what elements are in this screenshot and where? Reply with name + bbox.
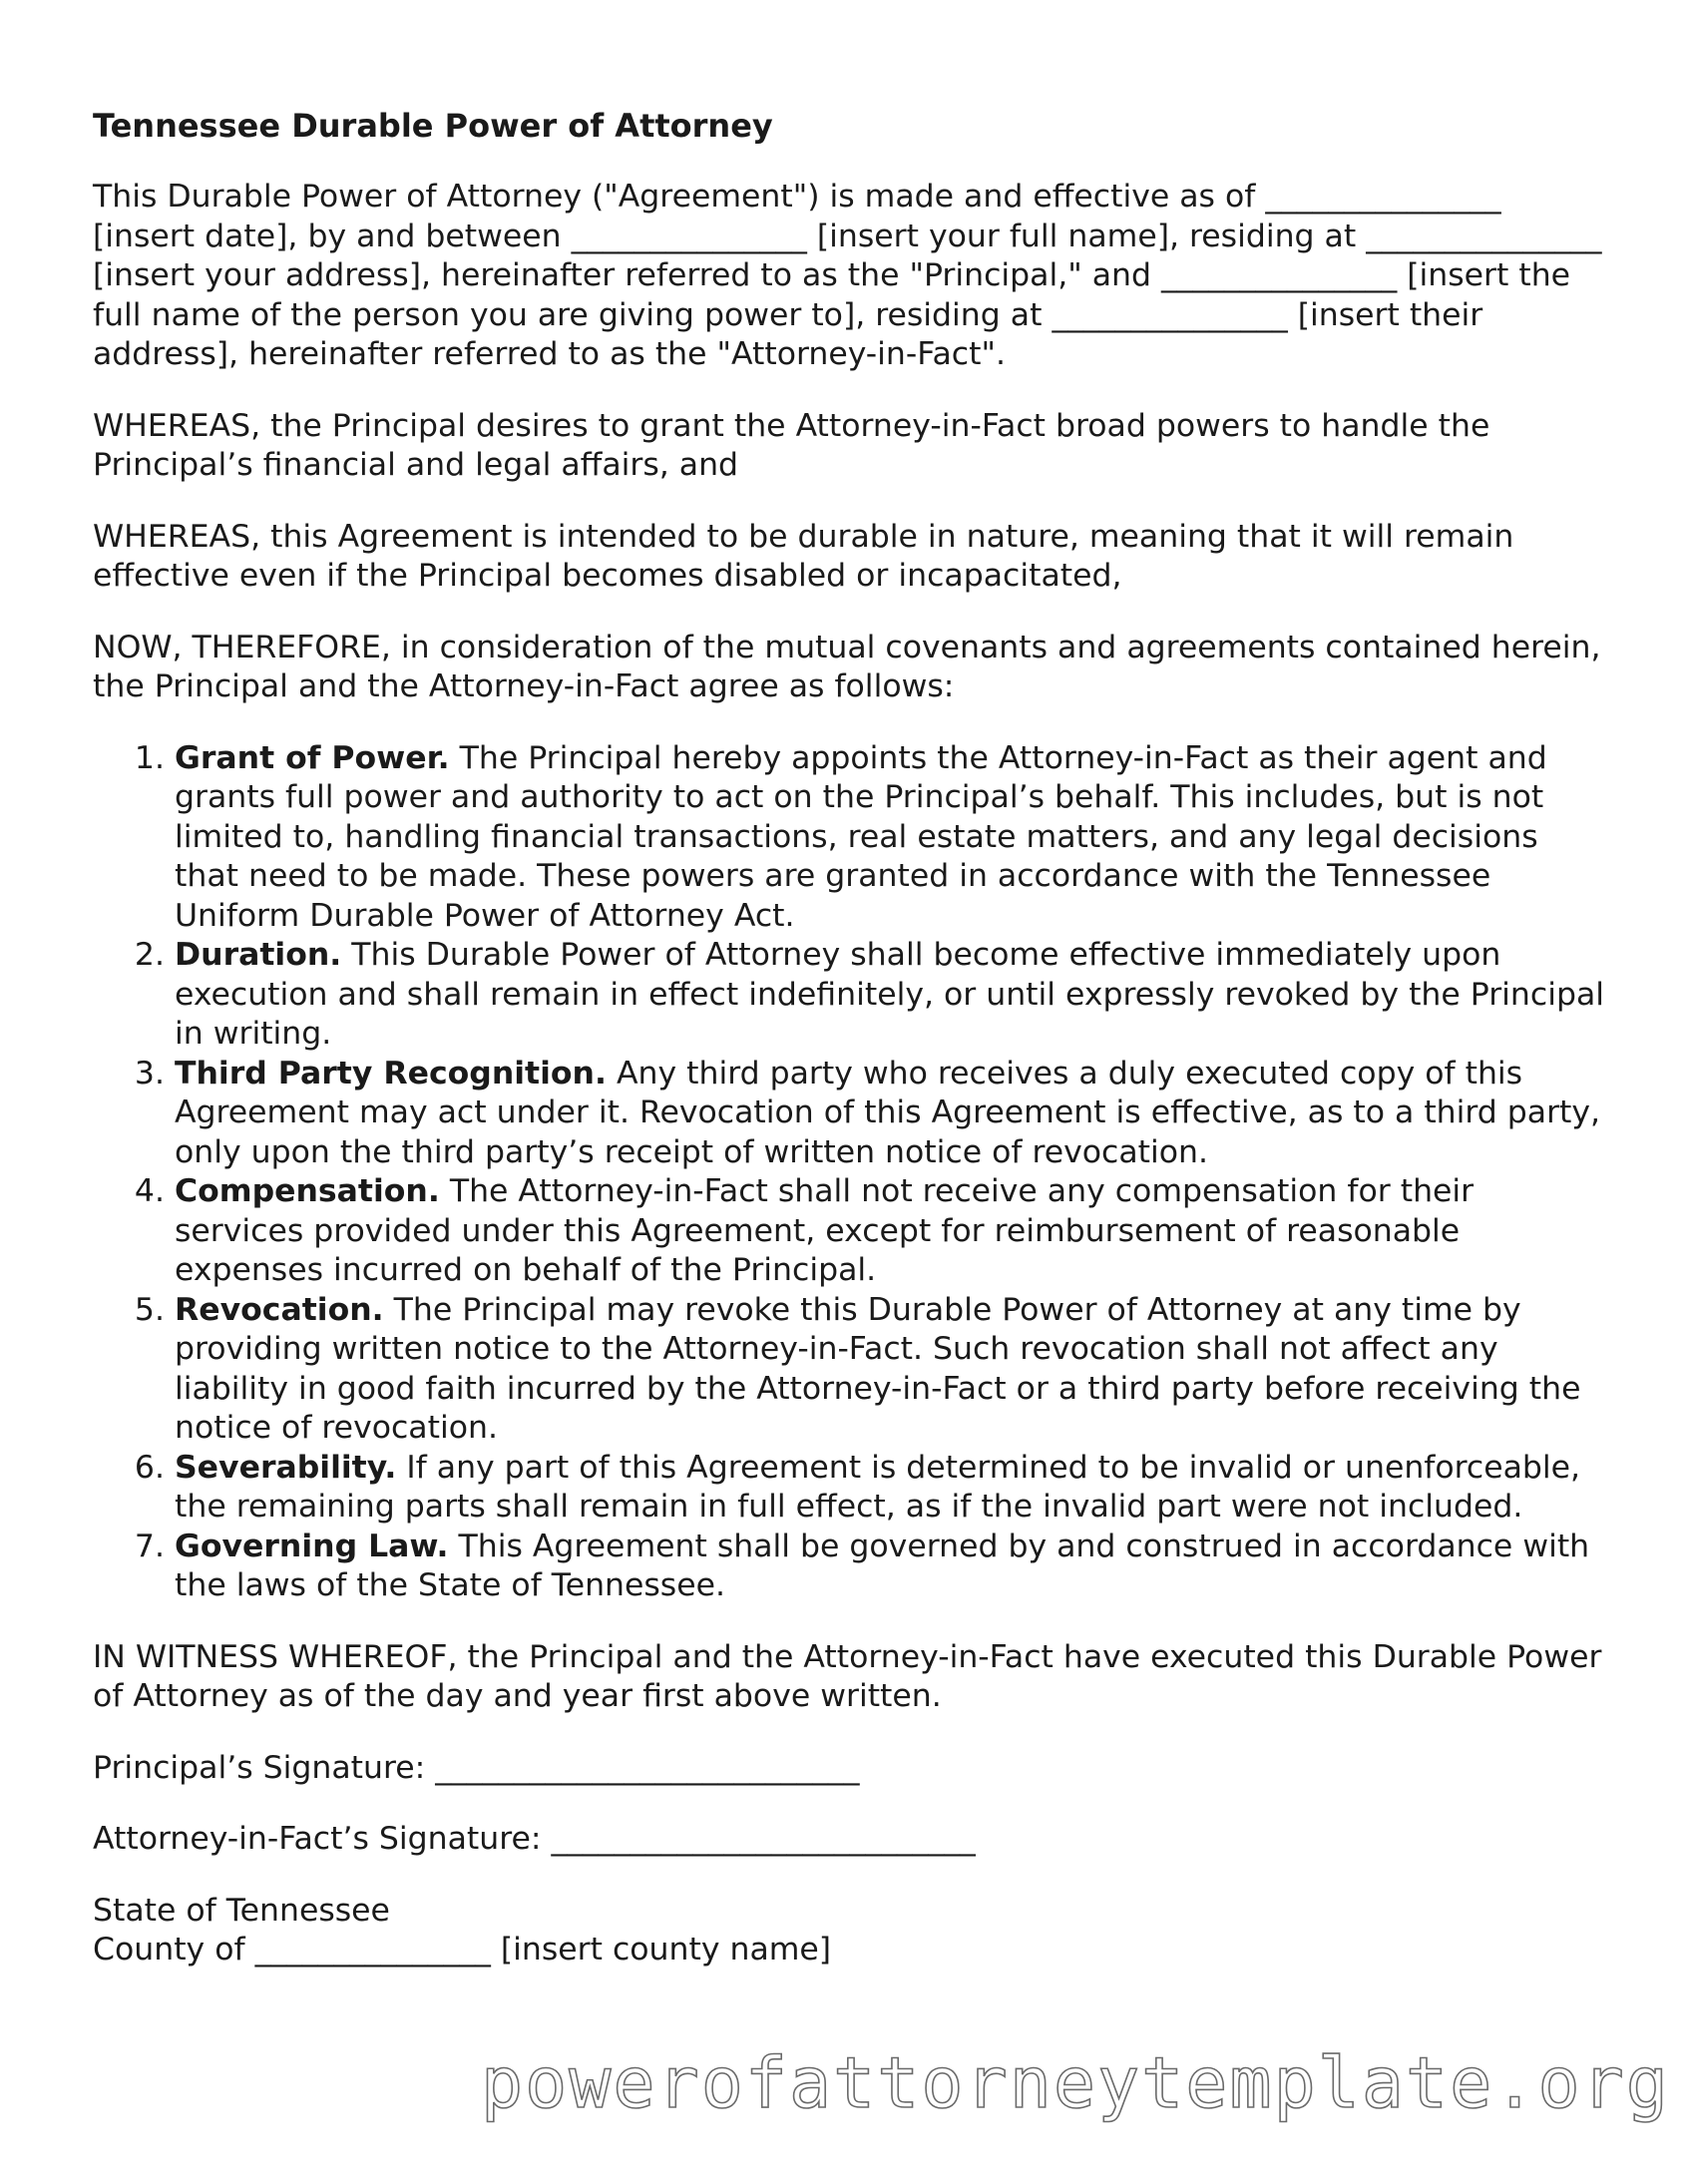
clause-term: Severability. — [175, 1449, 397, 1486]
clause-text: The Principal hereby appoints the Attorney-in-Fact as their agent and grants full power and authority to act on the Principal’s behalf. This includes, but is not limited to, handling financial transactions, real estate matters, and any legal decisions that need to be made. These powers are granted in accordance with the Tennessee Uniform Durable Power of Attorney Act. — [175, 739, 1547, 934]
clause-text: If any part of this Agreement is determined to be invalid or unenforceable, the remaining parts shall remain in full effect, as if the invalid part were not included. — [175, 1449, 1581, 1525]
clause-governing-law — [175, 1528, 1609, 1606]
clauses-list — [93, 739, 1609, 1606]
clause-term: Revocation. — [175, 1291, 384, 1328]
county-line: County of _______________ [insert county name] — [93, 1932, 832, 1967]
now-therefore-paragraph: NOW, THEREFORE, in consideration of the mutual covenants and agreements contained herein, the Principal and the Attorney-in-Fact agree as follows: — [93, 629, 1601, 704]
clause-compensation — [175, 1172, 1609, 1291]
website-watermark: powerofattorneytemplate.org — [481, 2042, 1670, 2124]
clause-duration — [175, 936, 1609, 1055]
state-line: State of Tennessee — [93, 1892, 390, 1929]
document-title: Tennessee Durable Power of Attorney — [93, 107, 773, 145]
clause-term: Duration. — [175, 937, 342, 973]
clause-term: Compensation. — [175, 1173, 440, 1209]
document-page — [93, 106, 1609, 1970]
witness-paragraph: IN WITNESS WHEREOF, the Principal and the Attorney-in-Fact have executed this Durable Power of Attorney as of the day and year first above written. — [93, 1638, 1602, 1714]
clause-text: Any third party who receives a duly executed copy of this Agreement may act under it. Revocation of this Agreement is effective, as to a third party, only upon the third party’s receipt of written notice of revocation. — [175, 1055, 1601, 1170]
clause-text: This Durable Power of Attorney shall become effective immediately upon execution and shall remain in effect indefinitely, or until expressly revoked by the Principal in writing. — [175, 937, 1605, 1052]
clause-grant-of-power — [175, 739, 1609, 937]
notary-venue — [93, 1892, 1609, 1970]
clause-term: Grant of Power. — [175, 739, 450, 776]
principal-signature-line: Principal’s Signature: ___________________________ — [93, 1749, 860, 1786]
clause-severability — [175, 1449, 1609, 1528]
whereas-paragraph-1: WHEREAS, the Principal desires to grant the Attorney-in-Fact broad powers to handle the Principal’s financial and legal affairs, and — [93, 407, 1490, 483]
clause-revocation — [175, 1291, 1609, 1449]
clause-term: Governing Law. — [175, 1528, 449, 1564]
clause-text: The Attorney-in-Fact shall not receive any compensation for their services provided under this Agreement, except for reimbursement of reasonable expenses incurred on behalf of the Principal. — [175, 1173, 1475, 1288]
attorney-signature-line: Attorney-in-Fact’s Signature: ___________________________ — [93, 1821, 976, 1857]
clause-text: The Principal may revoke this Durable Power of Attorney at any time by providing written notice to the Attorney-in-Fact. Such revocation shall not affect any liability in good faith incurred by the Attorney-in-Fact or a third party before receiving the notice of revocation. — [175, 1291, 1581, 1446]
clause-term: Third Party Recognition. — [175, 1055, 607, 1092]
intro-paragraph: This Durable Power of Attorney ("Agreement") is made and effective as of _______________ [insert date], by and between _______________ [insert your full name], residing at _______________ [insert your address], hereinafter referred to as the "Principal," and _______________ [insert the full name of the person you are giving power to], residing at _______________ [insert their address], hereinafter referred to as the "Attorney-in-Fact". — [93, 179, 1602, 372]
clause-text: This Agreement shall be governed by and construed in accordance with the laws of the State of Tennessee. — [175, 1528, 1590, 1603]
clause-third-party-recognition — [175, 1055, 1609, 1173]
whereas-paragraph-2: WHEREAS, this Agreement is intended to be durable in nature, meaning that it will remain effective even if the Principal becomes disabled or incapacitated, — [93, 518, 1514, 594]
